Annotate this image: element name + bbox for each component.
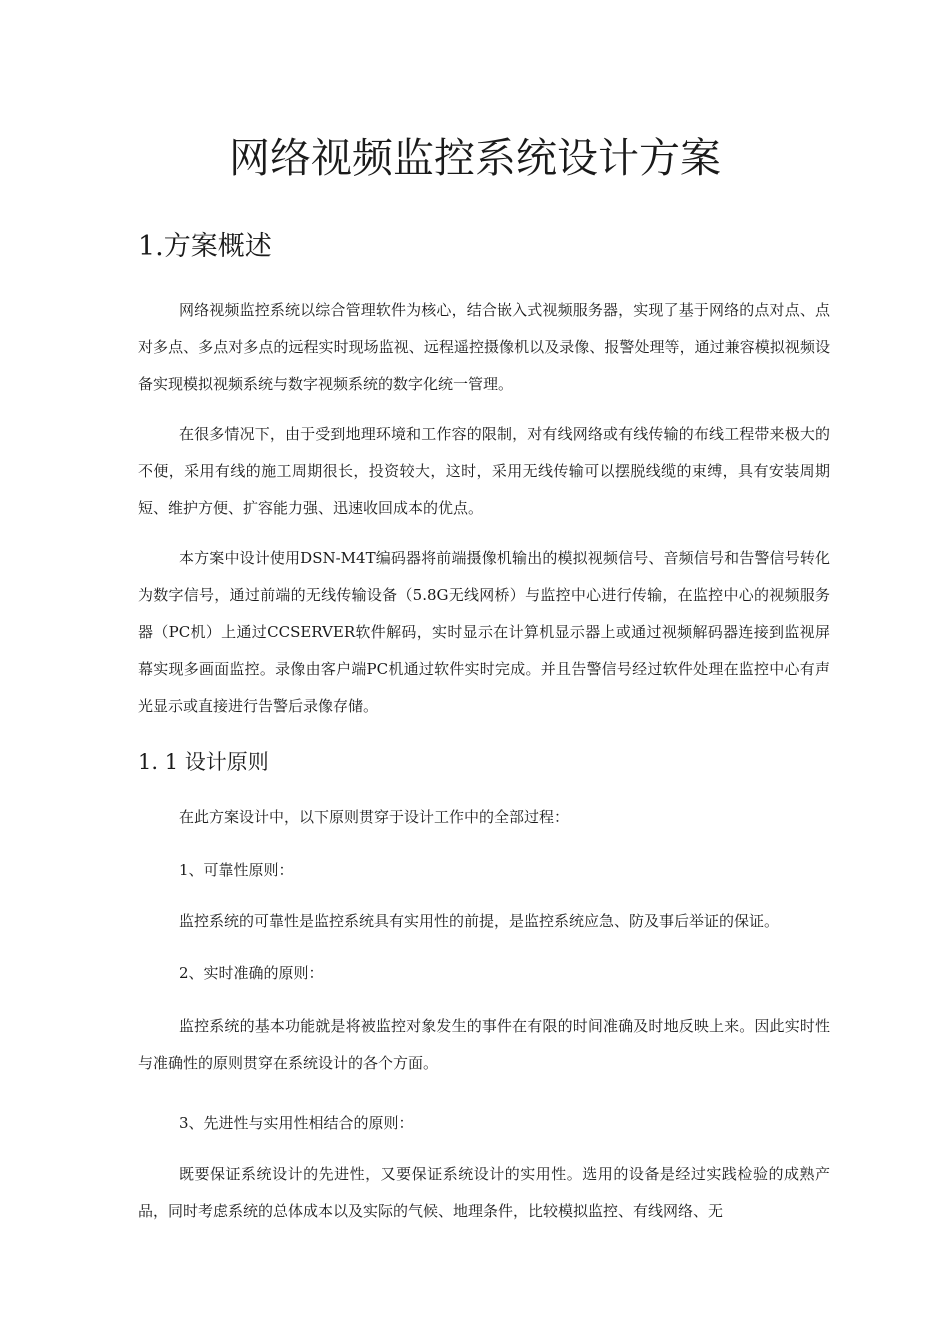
principle-heading-advanced-practical: 3、先进性与实用性相结合的原则： <box>179 1114 414 1132</box>
document-title: 网络视频监控系统设计方案 <box>229 134 721 182</box>
paragraph-overview-2: 在很多情况下，由于受到地理环境和工作容的限制，对有线网络或有线传输的布线工程带来极大的不便，采用有线的施工周期很长，投资较大，这时，采用无线传输可以摆脱线缆的束缚，具有安装周期短、维护方便、扩容能力强、迅速收回成本的优点。 <box>138 425 830 517</box>
section-heading-design-principles: 1. 1 设计原则 <box>138 750 269 774</box>
paragraph-overview-1: 网络视频监控系统以综合管理软件为核心，结合嵌入式视频服务器，实现了基于网络的点对点、点对多点、多点对多点的远程实时现场监视、远程遥控摄像机以及录像、报警处理等，通过兼容模拟视频设备实现模拟视频系统与数字视频系统的数字化统一管理。 <box>138 301 830 393</box>
principle-heading-reliability: 1、可靠性原则： <box>179 861 294 879</box>
paragraph-realtime: 监控系统的基本功能就是将被监控对象发生的事件在有限的时间准确及时地反映上来。因此实时性与准确性的原则贯穿在系统设计的各个方面。 <box>138 1017 830 1072</box>
principle-heading-realtime: 2、实时准确的原则： <box>179 964 324 982</box>
paragraph-reliability: 监控系统的可靠性是监控系统具有实用性的前提，是监控系统应急、防及事后举证的保证。 <box>179 912 780 930</box>
paragraph-overview-3: 本方案中设计使用DSN-M4T编码器将前端摄像机输出的模拟视频信号、音频信号和告警信号转化为数字信号，通过前端的无线传输设备（5.8G无线网桥）与监控中心进行传输，在监控中心的视频服务器（PC机）上通过CCSERVER软件解码，实时显示在计算机显示器上或通过视频解码器连接到监视屏幕实现多画面监控。录像由客户端PC机通过软件实时完成。并且告警信号经过软件处理在监控中心有声光显示或直接进行告警后录像存储。 <box>138 549 830 715</box>
paragraph-principles-intro: 在此方案设计中，以下原则贯穿于设计工作中的全部过程： <box>179 808 570 826</box>
section-heading-overview: 1.方案概述 <box>138 231 272 262</box>
paragraph-advanced-practical: 既要保证系统设计的先进性，又要保证系统设计的实用性。选用的设备是经过实践检验的成熟产品，同时考虑系统的总体成本以及实际的气候、地理条件，比较模拟监控、有线网络、无 <box>138 1165 830 1220</box>
